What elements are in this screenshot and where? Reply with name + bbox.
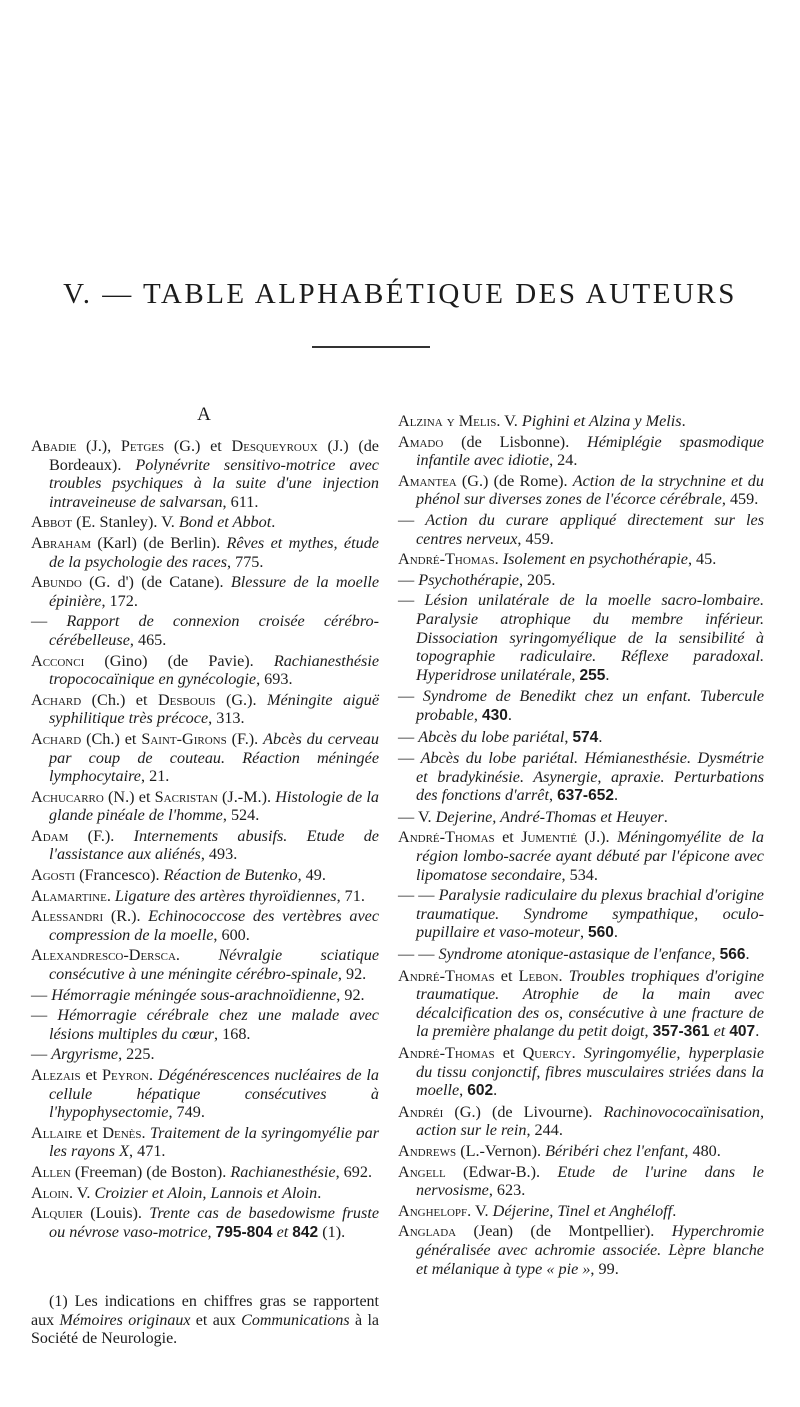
index-entry (31, 946, 379, 983)
entry-text: , 168. (214, 1024, 251, 1043)
index-entry (398, 550, 764, 569)
entry-text: . (598, 727, 603, 746)
entry-text: (G. d') (de Catane). (81, 573, 231, 592)
entry-text: , 480. (684, 1141, 721, 1160)
index-entry (398, 1222, 764, 1278)
entry-text: (Ch.) et (81, 729, 142, 748)
entry-text: . (148, 1066, 158, 1084)
work-title: Méningomyélite de la région lombo-sacrée ayant débuté par l'épicone avec lipomatose secondaire (416, 828, 764, 884)
work-title: Argyrisme (51, 1045, 119, 1064)
work-title: Action de la strychnine et du phénol sur diverses zones de l'écorce cérébrale (416, 471, 764, 509)
index-entry (398, 728, 764, 748)
entry-text: — (398, 687, 423, 706)
entry-text: , (711, 945, 720, 964)
page-ref-bold: 560 (588, 924, 614, 942)
index-entry (398, 412, 764, 431)
work-title: Rachianesthésie tropococaïnique en gynécologie (49, 651, 379, 689)
entry-text: . (317, 1183, 322, 1202)
author-name: Acconci (31, 651, 85, 670)
entry-text: (Jean) (de Montpellier). (456, 1222, 672, 1241)
author-name: Jumentié (521, 828, 577, 847)
entry-text: . (613, 923, 618, 942)
entry-text: . (613, 786, 618, 805)
work-title: Rêves et mythes, étude de la psychologie des races (49, 533, 379, 571)
entry-text: — (398, 727, 419, 746)
index-entry (31, 788, 379, 825)
index-entry (31, 866, 379, 885)
author-name: Sacristan (154, 787, 218, 806)
entry-text: . (494, 550, 503, 569)
author-name: Peyron (102, 1066, 149, 1084)
entry-text: . (141, 1123, 150, 1142)
work-title: Croizier et Aloin, Lannois et Aloin (94, 1183, 318, 1202)
author-name: Agosti (31, 866, 76, 885)
entry-text: , 24. (549, 451, 578, 470)
entry-text: . (558, 966, 569, 985)
footnote (31, 1293, 379, 1349)
entry-text: , 524. (222, 806, 260, 825)
index-entry (31, 730, 379, 786)
entry-text: — (398, 591, 425, 610)
entry-text: (Gino) (de Pavie). (84, 651, 274, 670)
work-title: et (713, 1022, 726, 1041)
index-entry (31, 437, 379, 511)
entry-text: , 534. (561, 865, 598, 884)
author-name: Aloin (31, 1183, 69, 1202)
work-title: Déjerine, Tinel et Anghéloff (492, 1201, 673, 1220)
work-title: Névralgie sciatique consécutive à une méningite cérébro-spinale (49, 946, 380, 984)
entry-text: (E. Stanley). V. (72, 513, 179, 532)
entry-text: , 471. (129, 1142, 166, 1161)
author-name: André-Thomas (398, 550, 495, 569)
index-entry (398, 886, 764, 943)
work-title: Dégénérescences nucléaires de la cellule hépatique consécutives à l'hypophysectomie (49, 1066, 379, 1122)
index-entry (31, 573, 379, 610)
work-title: Etude de l'urine dans le nervosisme (416, 1162, 764, 1200)
entry-text: . (271, 513, 276, 532)
index-entry (398, 433, 764, 470)
entry-text: , 623. (488, 1181, 526, 1200)
entry-text: . (605, 665, 610, 684)
entry-text: , 92. (336, 985, 365, 1004)
entry-text: , 21. (141, 767, 170, 786)
entry-text: — (31, 1045, 52, 1064)
work-title: Abcès du lobe pariétal. Hémianesthésie. Dysmétrie et bradykinésie. Asynergie, apraxie. Perturbations des fonctions d'arrêt (416, 749, 764, 805)
work-title: Hémiplégie spasmodique infantile avec idiotie (416, 432, 764, 470)
author-name: Desbouis (157, 690, 216, 709)
entry-text: . (493, 1081, 498, 1100)
author-name: Alquier (31, 1204, 84, 1223)
right-column (398, 412, 764, 1280)
page-ref-bold: 407 (729, 1023, 756, 1041)
entry-text: (Karl) (de Berlin). (90, 533, 227, 552)
author-name: Alamartine (31, 886, 107, 905)
work-title: Lésion unilatérale de la moelle sacro-lombaire. Paralysie atrophique du membre inférieur. Dissociation syringomyélique de la sensibilité à topographie radiculaire. Réflexe paradoxal. Hyperidrose unilatérale (416, 591, 764, 684)
section-letter: A (197, 404, 211, 425)
author-name: Allen (31, 1162, 71, 1181)
index-entry (31, 1006, 379, 1043)
entry-text: (de Lisbonne). (443, 432, 588, 451)
entry-text: , 600. (213, 925, 250, 944)
entry-text: (Francesco). (75, 866, 164, 885)
entry-text: , 92. (337, 965, 367, 984)
index-entry (31, 887, 379, 906)
work-title: Histologie de la glande pinéale de l'homme (49, 787, 379, 825)
entry-text: . V. (467, 1201, 493, 1220)
work-title: Bond et Abbot (178, 513, 272, 532)
entry-text: . (755, 1022, 760, 1041)
work-title: Méningite aiguë syphilitique très précoce (49, 690, 380, 728)
entry-text: . (106, 886, 115, 905)
work-title: Ligature des artères thyroïdiennes (114, 886, 337, 905)
work-title: Hémorragie cérébrale chez une malade avec lésions multiples du cœur (49, 1006, 379, 1043)
author-name: Achucarro (31, 787, 104, 806)
author-name: Andrews (398, 1141, 457, 1160)
author-name: Abraham (31, 533, 91, 552)
work-title: Internements abusifs. Etude de l'assistance aux aliénés (49, 826, 379, 864)
author-name: Desqueyroux (231, 437, 318, 455)
entry-text: (J.), (76, 437, 121, 455)
index-entry (398, 808, 764, 827)
entry-text: , (564, 727, 573, 746)
entry-text: , 749. (168, 1103, 205, 1122)
author-name: Abundo (31, 573, 82, 592)
entry-text: (L.-Vernon). (456, 1141, 546, 1160)
author-name: Alexandresco-Dersca (31, 946, 176, 965)
author-name: Angell (398, 1162, 446, 1181)
entry-text: (1). (318, 1222, 346, 1241)
index-entry (31, 652, 379, 689)
index-entry (31, 513, 379, 532)
entry-text: , 493. (200, 845, 238, 864)
entry-text: (Freeman) (de Boston). (70, 1162, 231, 1181)
entry-text: (J.). (576, 828, 617, 847)
page-ref-bold: 430 (481, 706, 508, 724)
index-entry (31, 612, 379, 649)
work-title: Syndrome atonique-astasique de l'enfance (438, 945, 712, 964)
entry-text: — (398, 510, 426, 529)
work-title: Pighini et Alzina y Melis (521, 412, 682, 430)
author-name: Abadie (31, 437, 77, 455)
entry-text: , 775. (227, 552, 264, 571)
entry-text: et (494, 1044, 523, 1062)
author-name: Allaire (31, 1123, 82, 1142)
entry-text: , 459. (517, 529, 554, 548)
work-title: Abcès du lobe pariétal (418, 727, 565, 746)
index-entry (31, 1045, 379, 1064)
page-ref-bold: 566 (719, 946, 746, 964)
entry-text: , 244. (526, 1121, 563, 1140)
page-ref-bold: 637-652 (557, 787, 614, 805)
entry-text: , 45. (687, 550, 717, 569)
index-entry (398, 828, 764, 884)
entry-text: (G.) et (164, 437, 232, 455)
work-title: Réaction de Butenko (163, 866, 298, 885)
page-title: V. — TABLE ALPHABÉTIQUE DES AUTEURS (63, 278, 737, 310)
author-name: Abbot (31, 513, 73, 532)
index-entry (398, 591, 764, 685)
page-ref-bold: 357-361 (652, 1023, 710, 1041)
index-entry (398, 511, 764, 548)
entry-text: (F.). (226, 729, 264, 748)
author-name: Alezais (31, 1066, 81, 1084)
author-name: Amado (398, 432, 444, 451)
index-entry (31, 1124, 379, 1161)
page-ref-bold: 602 (467, 1082, 494, 1100)
left-column (31, 437, 379, 1244)
work-title: Syringomyélie, hyperplasie du tissu conjonctif, fibres musculaires striées dans la moelle (416, 1044, 765, 1100)
author-name: Amantea (398, 471, 457, 490)
entry-text: , (644, 1022, 653, 1041)
entry-text: , (548, 786, 558, 805)
entry-text: (Edwar-B.). (445, 1162, 558, 1181)
author-name: Anglada (398, 1222, 457, 1241)
work-title: Rapport de connexion croisée cérébro-cérébelleuse (49, 612, 379, 649)
page-ref-bold: 574 (572, 728, 599, 746)
entry-text: (J.) (de Bordeaux). (49, 437, 379, 474)
entry-text: (Ch.) et (81, 690, 158, 709)
entry-text: , 692. (335, 1162, 372, 1181)
footnote-text-part: à la Société de Neurologie. (31, 1311, 379, 1348)
entry-text: et (494, 828, 522, 847)
work-title: Syndrome de Benedikt chez un enfant. Tubercule probable (416, 687, 765, 724)
index-entry (31, 1184, 379, 1203)
work-title: Rachinovococaïnisation, action sur le rein (416, 1102, 764, 1140)
entry-text: , 205. (518, 570, 556, 589)
page-ref-bold: 795-804 (215, 1223, 273, 1241)
author-name: Achard (31, 690, 82, 709)
entry-text: , 99. (590, 1259, 619, 1278)
index-entry (398, 571, 764, 590)
entry-text: . (672, 1201, 677, 1220)
work-title: Hyperchromie généralisée avec achromie associée. Lèpre blanche et mélanique à type « pie » (416, 1222, 764, 1278)
page-ref-bold: 842 (292, 1223, 319, 1241)
footnote-marker: (1) (49, 1293, 68, 1310)
work-title: Troubles trophiques d'origine traumatique. Atrophie de la main avec décalcification des os, consécutive à une fracture de la première phalange du petit doigt (416, 966, 765, 1041)
author-name: Achard (31, 729, 82, 748)
author-name: Anghelopf (398, 1201, 468, 1220)
work-title: Isolement en psychothérapie (502, 550, 688, 569)
entry-text: (G.) (de Livourne). (443, 1102, 604, 1121)
work-title: Psychothérapie (418, 570, 519, 589)
work-title: Paralysie radiculaire du plexus brachial d'origine traumatique. Syndrome sympathique, oculo-pupillaire et vaso-moteur (416, 886, 764, 942)
index-entry (398, 945, 764, 965)
index-entry (31, 827, 379, 864)
entry-text: — (31, 1006, 58, 1025)
entry-text: (Louis). (83, 1204, 150, 1223)
author-name: Lebon (518, 966, 559, 985)
index-entry (31, 1204, 379, 1242)
work-title: Rachianesthésie (230, 1162, 336, 1181)
entry-text: , (579, 923, 589, 942)
author-name: André-Thomas (398, 1044, 495, 1062)
entry-text: , 313. (208, 709, 245, 728)
entry-text: . (663, 807, 668, 826)
entry-text: . (507, 705, 512, 724)
footnote-text (31, 1293, 379, 1349)
entry-text: . (571, 1044, 584, 1062)
footnote-text-part: Mémoires originaux (59, 1311, 191, 1329)
entry-text: (J.-M.). (217, 787, 276, 806)
entry-text: , 225. (118, 1045, 155, 1064)
work-title: Blessure de la moelle épinière (49, 573, 379, 610)
index-entry (398, 1163, 764, 1200)
entry-text: (G.) (de Rome). (456, 471, 573, 490)
author-name: Petges (120, 437, 165, 455)
entry-text: . (175, 946, 219, 965)
entry-text: et (494, 966, 519, 985)
index-entry (31, 986, 379, 1005)
index-entry (398, 1103, 764, 1140)
entry-text: . (681, 412, 686, 430)
page-ref-bold: 255 (579, 666, 606, 684)
index-entry (31, 1066, 379, 1122)
work-title: Traitement de la syringomyélie par les rayons X (49, 1123, 379, 1161)
entry-text: — — (398, 886, 439, 905)
entry-text: , (459, 1081, 468, 1100)
author-name: André-Thomas (398, 828, 495, 847)
footnote-text-part: et aux (190, 1311, 242, 1329)
author-name: Quercy (522, 1044, 572, 1062)
entry-text: . (745, 945, 750, 964)
entry-text: . V. (68, 1183, 95, 1202)
footnote-text-part: Communications (241, 1311, 350, 1329)
index-entry (31, 1163, 379, 1182)
index-entry (31, 691, 379, 728)
entry-text: , (571, 665, 580, 684)
entry-text: , 465. (129, 630, 167, 649)
author-name: Andréi (398, 1102, 444, 1121)
index-entry (398, 1142, 764, 1161)
entry-text: , 611. (222, 492, 259, 511)
author-name: Alzina y Melis (398, 412, 497, 430)
author-name: Saint-Girons (141, 729, 227, 748)
index-entry (398, 1202, 764, 1221)
entry-text: — (31, 612, 67, 631)
entry-text: (F.). (68, 826, 134, 845)
work-title: Hémorragie méningée sous-arachnoïdienne (51, 985, 337, 1004)
entry-text: et (81, 1123, 103, 1142)
entry-text: , 693. (256, 670, 293, 689)
author-name: Alessandri (31, 907, 104, 926)
work-title: Béribéri chez l'enfant (545, 1141, 685, 1160)
entry-text: , (207, 1222, 216, 1241)
entry-text: — (31, 985, 52, 1004)
work-title: Echinococcose des vertèbres avec compression de la moelle (49, 907, 380, 944)
entry-text: — V. (398, 807, 436, 826)
author-name: Denès (102, 1123, 142, 1142)
work-title: et (276, 1222, 289, 1241)
entry-text: — — (398, 945, 439, 964)
index-entry (398, 472, 764, 509)
work-title: Abcès du cerveau par coup de couteau. Réaction méningée lymphocytaire (49, 729, 379, 786)
work-title: Action du curare appliqué directement sur les centres nerveux (416, 510, 765, 548)
entry-text: , 172. (101, 591, 138, 610)
footnote-text-part: Les indications en chiffres gras se rapportent aux (31, 1293, 379, 1329)
entry-text: , (473, 705, 482, 724)
index-entry (398, 749, 764, 806)
entry-text: , 71. (336, 886, 365, 905)
entry-text: — (398, 570, 419, 589)
entry-text: — (398, 749, 421, 768)
author-name: André-Thomas (398, 966, 495, 985)
entry-text: . V. (496, 412, 522, 430)
index-entry (398, 967, 764, 1042)
entry-text: (N.) et (103, 787, 155, 806)
entry-text: (G.). (215, 690, 267, 709)
author-name: Adam (31, 826, 69, 845)
entry-text: , 49. (297, 866, 326, 885)
title-divider (312, 346, 430, 348)
work-title: Dejerine, André-Thomas et Heuyer (435, 807, 664, 826)
index-entry (398, 687, 764, 725)
index-entry (31, 534, 379, 571)
work-title: Polynévrite sensitivo-motrice avec troubles psychiques à la suite d'une injection intraveineuse de salvarsan (49, 455, 379, 511)
entry-text: et (80, 1066, 103, 1084)
index-entry (31, 907, 379, 944)
work-title: Trente cas de basedowisme fruste ou névrose vaso-motrice (49, 1204, 380, 1241)
entry-text: , 459. (721, 490, 759, 509)
entry-text: (R.). (103, 907, 149, 926)
index-entry (398, 1044, 764, 1101)
